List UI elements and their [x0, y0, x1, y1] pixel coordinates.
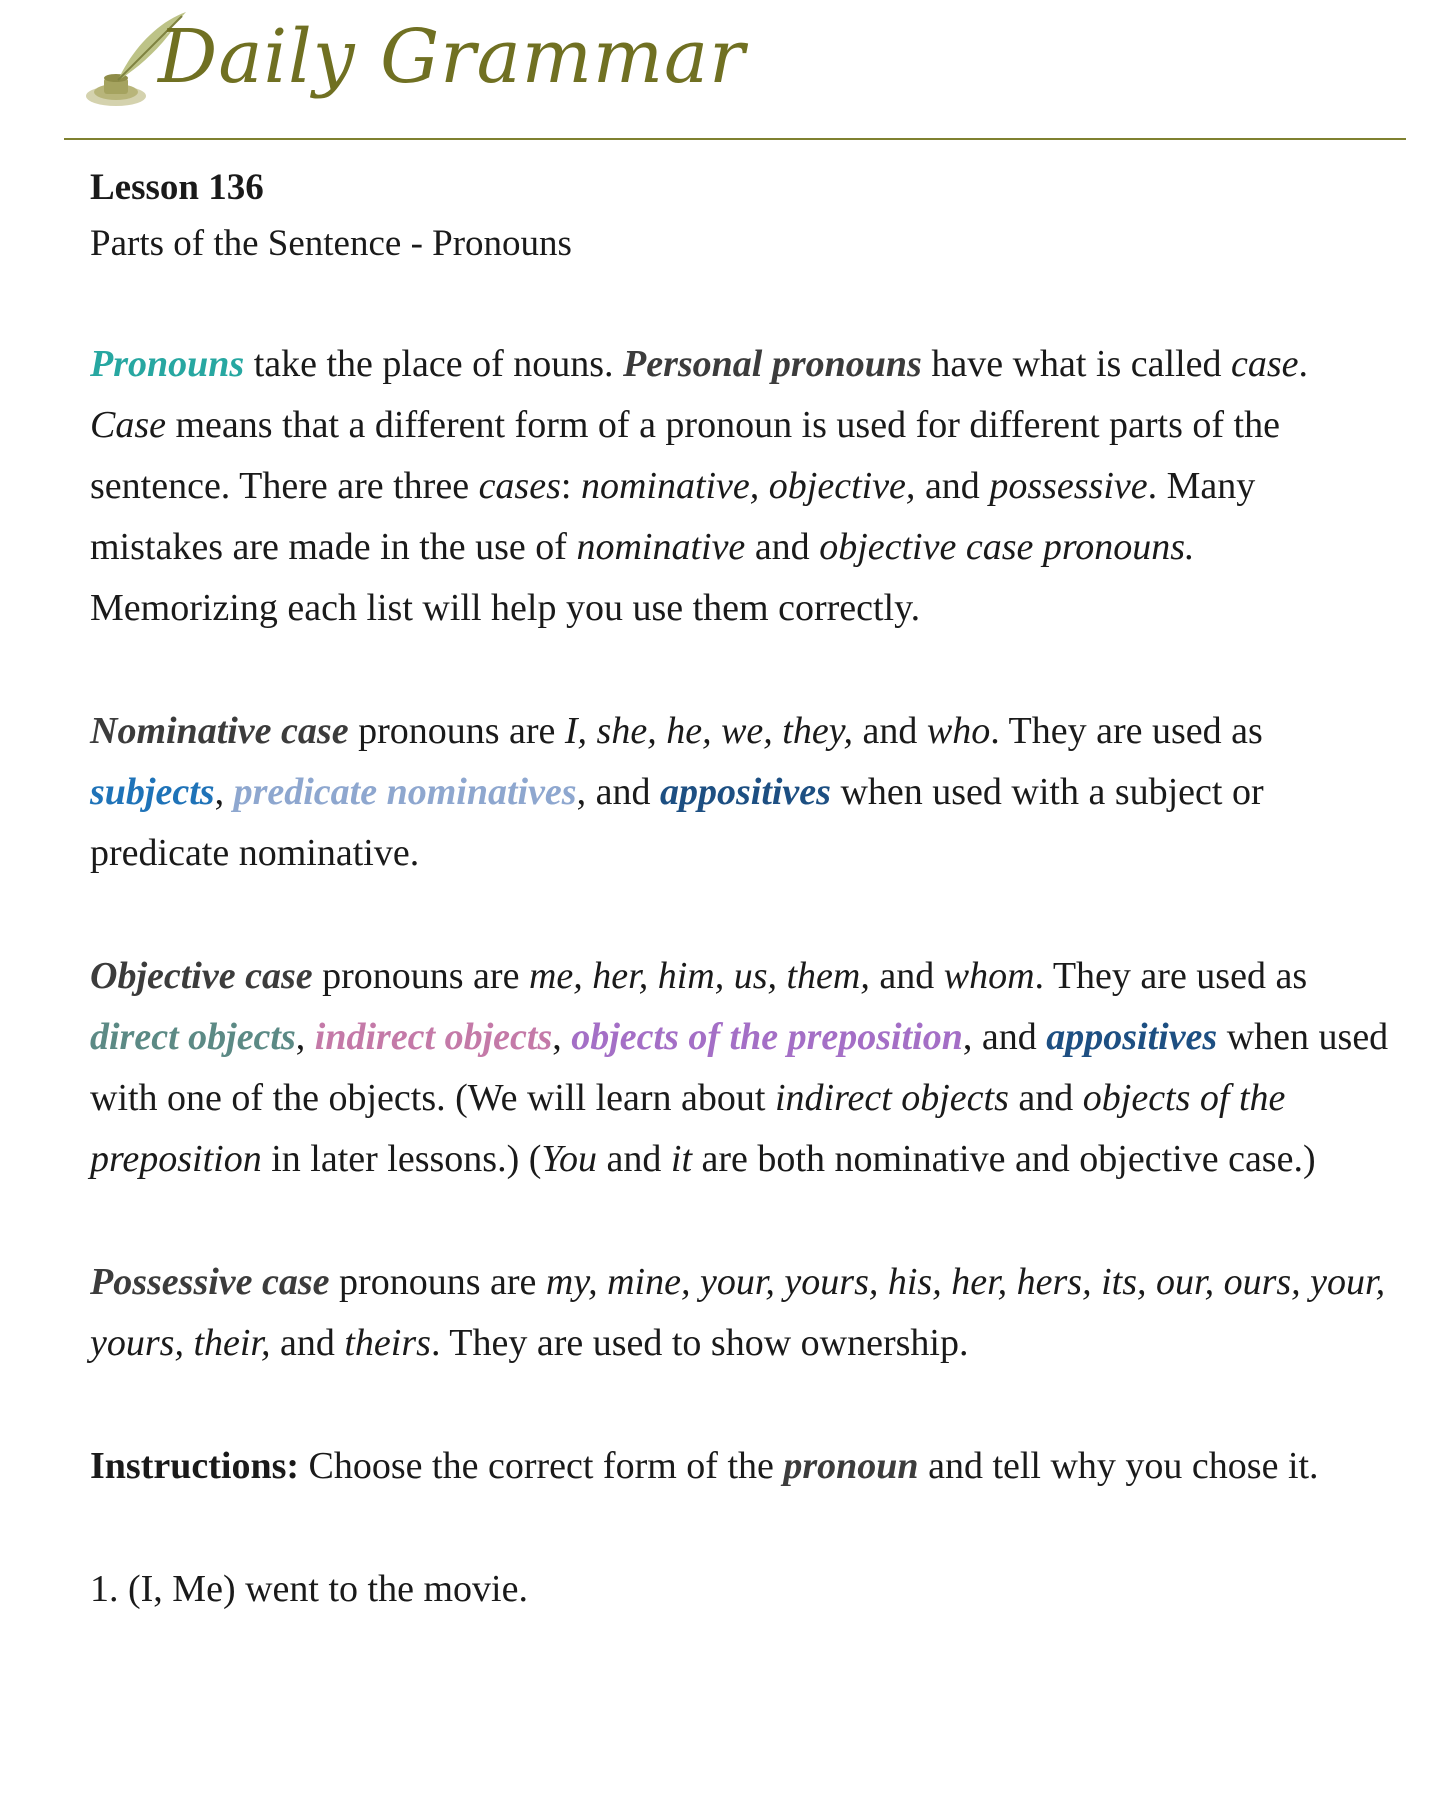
- term-possessive-case: Possessive case: [90, 1261, 330, 1303]
- link-direct-objects[interactable]: direct objects: [90, 1016, 296, 1058]
- logo-text: Daily Grammar: [158, 14, 746, 100]
- site-header: [64, 0, 1406, 140]
- term-personal-pronouns: Personal pronouns: [623, 343, 922, 385]
- term-objective-case: Objective case: [90, 955, 313, 997]
- exercise-item: 1. (I, Me) went to the movie.: [90, 1568, 528, 1610]
- term-nominative-case: Nominative case: [90, 710, 349, 752]
- site-logo[interactable]: [78, 8, 746, 128]
- link-predicate-nominatives[interactable]: predicate nominatives: [233, 771, 577, 813]
- paragraph-objective-case: Objective case pronouns are me, her, him, us, them, and whom. They are used as direct objects, indirect objects, objects of the preposition, and appositives when used with one of the objects. (We will learn about indirect objects and objects of the preposition in later lessons.) (You and it are both nominative and objective case.): [90, 955, 1389, 1180]
- paragraph-pronouns-intro: Pronouns take the place of nouns. Personal pronouns have what is called case. Case means that a different form of a pronoun is used for different parts of the sentence. There are three cases: nominative, objective, and possessive. Many mistakes are made in the use of nominative and objective case pronouns. Memorizing each list will help you use them correctly.: [90, 343, 1309, 629]
- instructions-label: Instructions:: [90, 1445, 300, 1487]
- link-indirect-objects[interactable]: indirect objects: [314, 1016, 553, 1058]
- link-objects-of-the-preposition[interactable]: objects of the preposition: [571, 1016, 963, 1058]
- lesson-content: [90, 160, 1390, 1682]
- term-pronoun: pronoun: [783, 1445, 919, 1487]
- link-appositives-objective[interactable]: appositives: [1046, 1016, 1218, 1058]
- paragraph-instructions: Instructions: Choose the correct form of the pronoun and tell why you chose it.: [90, 1445, 1319, 1487]
- paragraph-possessive-case: Possessive case pronouns are my, mine, your, yours, his, her, hers, its, our, ours, your, yours, their, and theirs. They are used to show ownership.: [90, 1261, 1386, 1364]
- lesson-title: Parts of the Sentence - Pronouns: [90, 223, 572, 264]
- link-appositives[interactable]: appositives: [659, 771, 831, 813]
- lesson-number: Lesson 136: [90, 167, 264, 208]
- link-subjects[interactable]: subjects: [90, 771, 215, 813]
- paragraph-nominative-case: Nominative case pronouns are I, she, he, we, they, and who. They are used as subjects, predicate nominatives, and appositives when used with a subject or predicate nominative.: [90, 710, 1264, 874]
- term-pronouns: Pronouns: [90, 343, 245, 385]
